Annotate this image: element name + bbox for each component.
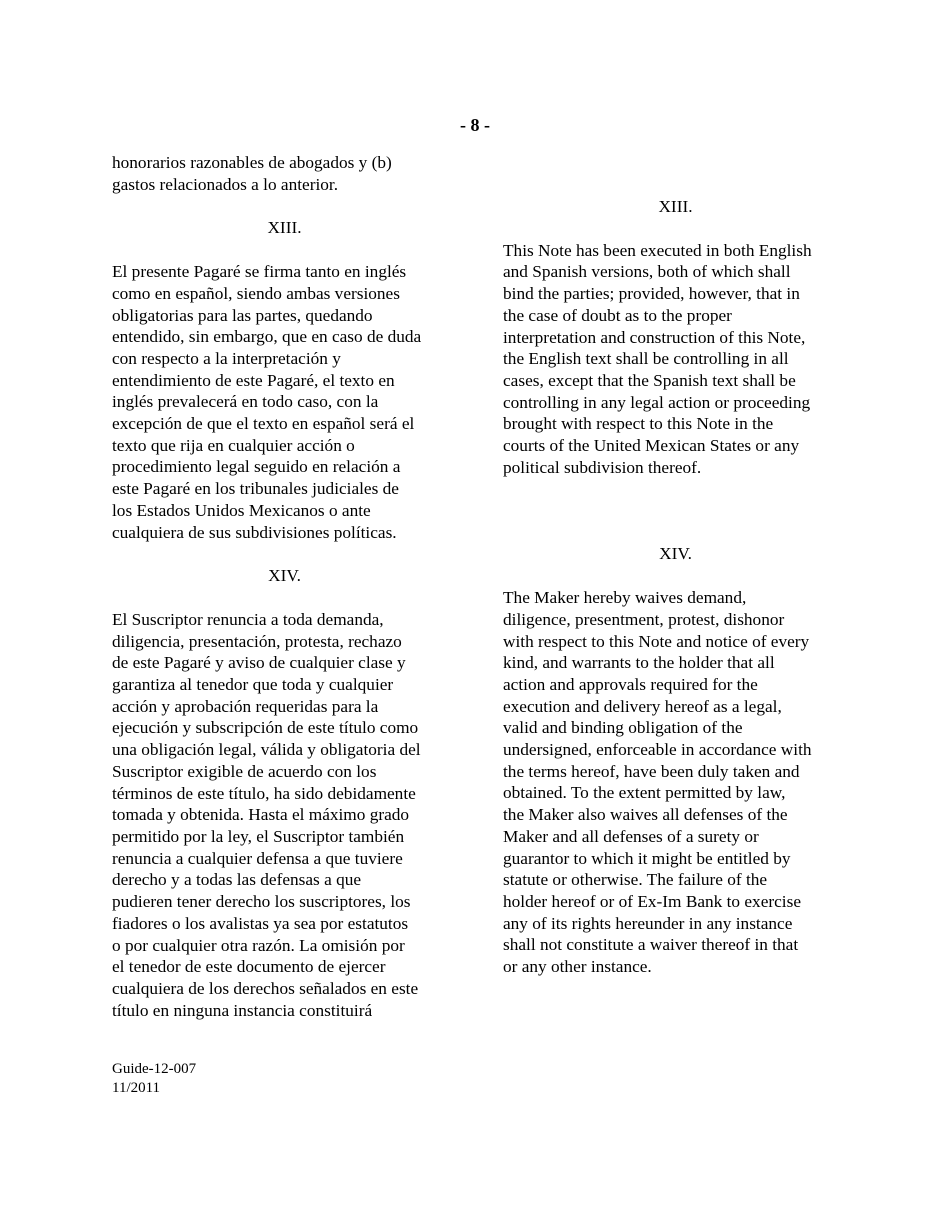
english-section-14-heading: XIV. bbox=[659, 544, 692, 564]
spanish-section-13-heading: XIII. bbox=[267, 218, 302, 238]
spanish-section-14-text: El Suscriptor renuncia a toda demanda, diligencia, presentación, protesta, rechazo de este Pagaré y aviso de cualquier clase y garantiza al tenedor que toda y cualquier acción y aprobación requeridas para la ejecución y subscripción de este título como una obligación legal, válida y obligatoria del Suscriptor exigible de acuerdo con los términos de este título, ha sido debidamente tomada y obtenida. Hasta el máximo grado permitido por la ley, el Suscriptor también renuncia a cualquier defensa a que tuviere derecho y a todas las defensas a que pudieren tener derecho los suscriptores, los fiadores o los avalistas ya sea por estatutos o por cualquier otra razón. La omisión por el tenedor de este documento de ejercer cualquiera de los derechos señalados en este título en ninguna instancia constituirá bbox=[112, 609, 421, 1020]
spanish-section-14-heading: XIV. bbox=[268, 566, 301, 586]
page-number: - 8 - bbox=[460, 115, 490, 135]
english-column bbox=[503, 196, 848, 978]
spanish-intro-paragraph: honorarios razonables de abogados y (b) gastos relacionados a lo anterior. bbox=[112, 153, 392, 194]
english-section-13-text: This Note has been executed in both English and Spanish versions, both of which shall bind the parties; provided, however, that in the case of doubt as to the proper interpretation and construction of this Note, the English text shall be controlling in all cases, except that the Spanish text shall be controlling in any legal action or proceeding brought with respect to this Note in the courts of the United Mexican States or any political subdivision thereof. bbox=[503, 240, 812, 477]
english-section-13-heading: XIII. bbox=[658, 197, 693, 216]
spanish-column bbox=[112, 152, 457, 1021]
footer-date: 11/2011 bbox=[112, 1080, 161, 1096]
footer-guide-id: Guide-12-007 bbox=[112, 1061, 197, 1077]
spanish-section-13-text: El presente Pagaré se firma tanto en inglés como en español, siendo ambas versiones obligatorias para las partes, quedando entendido, sin embargo, que en caso de duda con respecto a la interpretación y entendimiento de este Pagaré, el texto en inglés prevalecerá en todo caso, con la excepción de que el texto en español será el texto que rija en cualquier acción o procedimiento legal seguido en relación a este Pagaré en los tribunales judiciales de los Estados Unidos Mexicanos o ante cualquiera de sus subdivisiones políticas. bbox=[112, 262, 422, 542]
document-footer bbox=[112, 1060, 196, 1098]
english-section-14-text: The Maker hereby waives demand, diligence, presentment, protest, dishonor with respect to this Note and notice of every kind, and warrants to the holder that all action and approvals required for the execution and delivery hereof as a legal, valid and binding obligation of the undersigned, enforceable in accordance with the terms hereof, have been duly taken and obtained. To the extent permitted by law, the Maker also waives all defenses of the Maker and all defenses of a surety or guarantor to which it might be entitled by statute or otherwise. The failure of the holder hereof or of Ex-Im Bank to exercise any of its rights hereunder in any instance shall not constitute a waiver thereof in that or any other instance. bbox=[503, 588, 812, 977]
